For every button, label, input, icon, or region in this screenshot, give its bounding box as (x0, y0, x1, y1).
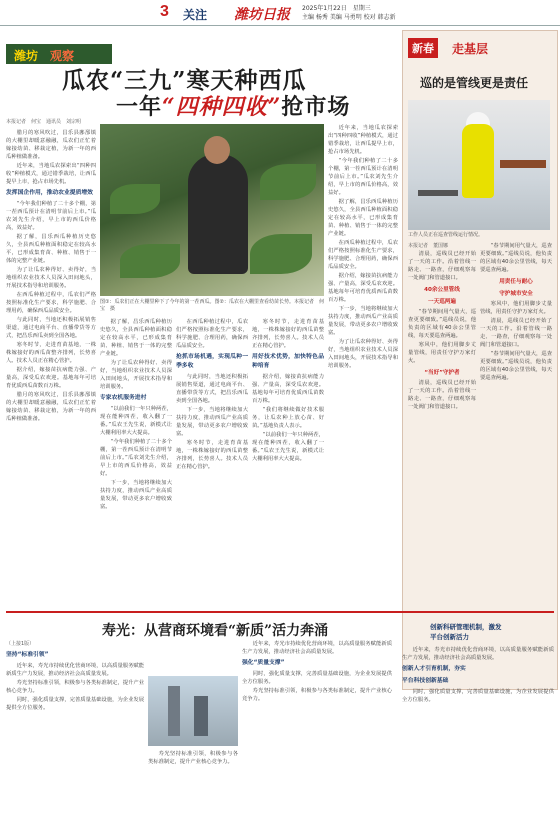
paragraph: 据了解，昌乐西瓜种植历史悠久，全县西瓜种植面积稳定在较高水平，已形成集育苗、种植、销售于一体的完整产业链。 (6, 234, 96, 264)
section-divider (6, 611, 554, 613)
paragraph: 与此同时，当地还积极拓展销售渠道，通过电商平台、直播带货等方式，把昌乐西瓜卖到全国各地。 (6, 317, 96, 339)
feature-subhead: 发挥国企作用，推动农业提质增效 (6, 190, 93, 196)
paragraph: “今年我们种植了二十多个棚，第一茬西瓜预计在清明节前后上市。”瓜农刘先生介绍，早上市的西瓜价格高，效益好。 (100, 439, 172, 477)
sidebar-headline: 巡的是管线更是责任 (420, 76, 529, 90)
section-label: 关注 (183, 8, 208, 22)
photo-leaf (110, 184, 160, 214)
paragraph: 在西瓜种植过程中，瓜农们严格按照标准化生产要求，科学施肥、合理用药，确保西瓜品质安全。 (328, 240, 398, 270)
sidebar-subhead: 一天巡两遍 (428, 299, 456, 305)
paragraph: 近年来，当地瓜农探索出“四种四收”种植模式，通过错季栽培，让西瓜提早上市，抢占市场先机。 (328, 125, 398, 155)
paragraph: 据介绍，嫁接苗抗病能力强、产量高，深受瓜农欢迎。基地每年可培育优质西瓜苗数百万株。 (6, 367, 96, 389)
photo-leaf (120, 244, 180, 278)
paragraph: 据了解，昌乐西瓜种植历史悠久，全县西瓜种植面积稳定在较高水平，已形成集育苗、种植、销售于一体的完整产业链。 (100, 319, 172, 357)
new-year-badge (408, 36, 528, 58)
feature-photo-caption: 图①：瓜农们正在大棚里种下了今年的第一茬西瓜。图②：瓜农在大棚里查看幼苗长势。本报记者 何宝 摄 (100, 299, 324, 312)
pipe-shape (418, 190, 458, 196)
feature-byline: 本报记者 何宝 通讯员 刘宗明 (6, 119, 82, 125)
feature-column-4 (252, 318, 324, 606)
feature-subhead: 专家农机服务进村 (100, 395, 147, 401)
paragraph: 寿光坚持标准引领，积极参与各类标准制定，提升产业核心竞争力。 (6, 680, 144, 694)
bottom-column-4 (402, 646, 554, 812)
paragraph: 据介绍，嫁接苗抗病能力强、产量高，深受瓜农欢迎。基地每年可培育优质西瓜苗数百万株。 (252, 374, 324, 404)
feature-subhead: 用好技术优势，加快特色品种培育 (252, 354, 324, 369)
paragraph: 寒冬时节，走进育苗基地，一株株嫁接好的西瓜苗整齐排列，长势喜人。技术人员正在精心管护。 (176, 440, 248, 470)
feature-column-1 (6, 118, 96, 606)
feature-column-2 (100, 318, 172, 606)
sidebar-column-2 (480, 242, 552, 606)
date-line: 2025年1月22日 星期三 (302, 5, 371, 12)
paragraph: 下一步，当地将继续加大扶持力度，推动西瓜产业高质量发展，带动更多农户增收致富。 (176, 407, 248, 437)
headline-line2-post: 抢市场 (281, 94, 351, 120)
paragraph: 据了解，昌乐西瓜种植历史悠久，全县西瓜种植面积稳定在较高水平，已形成集育苗、种植、销售于一体的完整产业链。 (328, 199, 398, 237)
masthead (0, 0, 560, 26)
bottom-column-1 (6, 640, 144, 812)
paragraph: 据介绍，嫁接苗抗病能力强、产量高，深受瓜农欢迎。基地每年可培育优质西瓜苗数百万株。 (328, 273, 398, 303)
sidebar-column-1 (408, 242, 476, 606)
sidebar-subhead: 40余公里管线 (424, 287, 460, 293)
paragraph: “春节期间用气量大，巡查更要细致。”巡线员说，他负责的区域有40余公里管线，每天要巡查两遍。 (480, 243, 552, 273)
sidebar-byline: 本报记者 董国娜 (408, 243, 449, 249)
factory-stack (168, 686, 180, 736)
feature-badge (6, 44, 112, 64)
feature-badge-part1: 潍坊 (14, 49, 39, 63)
paragraph: 清晨，巡线员已经开始了一天的工作。沿着管线一路走、一路查，仔细观察每一处阀门和管道接口。 (480, 318, 552, 348)
paragraph: 腊月的寒风吹过，昌乐县鄌郚镇的大棚里却暖意融融，瓜农们正忙着嫁接幼苗、移栽定植，为新一年的西瓜种植做准备。 (6, 130, 96, 160)
bottom-tag: （上接1版） (6, 641, 35, 647)
photo-leaf (260, 164, 316, 200)
paragraph: 寿光坚持标准引领，积极参与各类标准制定，提升产业核心竞争力。 (242, 688, 392, 702)
feature-column-5 (328, 124, 398, 606)
headline-line2-accent: “四种四收” (162, 94, 282, 120)
editors-line: 主编 杨秀 美编 马勇明 校对 韩志新 (302, 14, 396, 21)
paragraph: 同时，强化质量支撑，完善质量基础设施，为企业发展提供全方位服务。 (402, 689, 554, 703)
sidebar-subhead: 用责任与耐心 (499, 279, 533, 285)
worker-figure (462, 124, 494, 198)
paragraph: “以前我们一年只种两茬，现在能种四茬，收入翻了一番。”瓜农王先生说，新模式让大棚利用率大大提高。 (100, 406, 172, 436)
paragraph: 在西瓜种植过程中，瓜农们严格按照标准化生产要求，科学施肥、合理用药，确保西瓜品质安全。 (176, 319, 248, 349)
paragraph: 近年来，寿光市持续优化营商环境，以高质量服务赋能新质生产力发展，推动经济社会高质量发展。 (6, 663, 144, 677)
bottom-right-title (430, 622, 502, 642)
bottom-right-title-line1: 创新科研管理机制，激发 (430, 623, 502, 631)
paragraph: 清晨，巡线员已经开始了一天的工作。沿着管线一路走、一路查，仔细观察每一处阀门和管道接口。 (408, 251, 476, 281)
bottom-right-title-line2: 平台创新活力 (430, 633, 469, 641)
photo-person (188, 154, 248, 274)
sidebar-photo (408, 100, 550, 230)
paragraph: 寿光坚持标准引领，积极参与各类标准制定，提升产业核心竞争力。 (148, 751, 238, 765)
factory-stack (194, 696, 208, 736)
paragraph: “以前我们一年只种两茬，现在能种四茬，收入翻了一番。”瓜农王先生说，新模式让大棚利用率大大提高。 (252, 432, 324, 462)
paragraph: “今年我们种植了二十多个棚，第一茬西瓜预计在清明节前后上市。”瓜农刘先生介绍，早上市的西瓜价格高，效益好。 (328, 158, 398, 196)
feature-badge-part2: 观察 (50, 49, 75, 63)
paragraph: “我们将继续做好技术服务，让瓜农种上放心苗、好苗。”基地负责人表示。 (252, 407, 324, 429)
paragraph: “春节期间用气量大，巡查更要细致。”巡线员说，他负责的区域有40余公里管线，每天要巡查两遍。 (408, 309, 476, 339)
bottom-photo (148, 676, 238, 746)
paper-name-logo: 潍坊日报 (234, 7, 290, 23)
feature-photo (100, 124, 324, 296)
photo-person-head (204, 136, 230, 164)
photo-leaf (250, 234, 312, 274)
paragraph: 寒风中，他们用脚步丈量管线，用责任守护万家灯火。 (408, 342, 476, 364)
paragraph: 寒冬时节，走进育苗基地，一株株嫁接好的西瓜苗整齐排列，长势喜人。技术人员正在精心管护。 (252, 319, 324, 349)
paragraph: 与此同时，当地还积极拓展销售渠道，通过电商平台、直播带货等方式，把昌乐西瓜卖到全国各地。 (176, 374, 248, 404)
paragraph: 同时，强化质量支撑，完善质量基础设施，为企业发展提供全方位服务。 (6, 697, 144, 711)
paragraph: 寒风中，他们用脚步丈量管线，用责任守护万家灯火。 (480, 301, 552, 315)
sidebar-subhead: 守护城市安全 (499, 291, 533, 297)
bottom-subhead: 坚持“标准引领” (6, 652, 49, 658)
sidebar-subhead: “当好”守护者 (424, 370, 460, 376)
paragraph: 同时，强化质量支撑，完善质量基础设施，为企业发展提供全方位服务。 (242, 671, 392, 685)
paragraph: 下一步，当地将继续加大扶持力度，推动西瓜产业高质量发展，带动更多农户增收致富。 (100, 480, 172, 510)
new-year-badge-label: 新春 (408, 38, 438, 58)
bottom-column-2 (148, 750, 238, 812)
feature-headline-line1: 瓜农“三九”寒天种西瓜 (62, 67, 307, 94)
paragraph: 下一步，当地将继续加大扶持力度，推动西瓜产业高质量发展，带动更多农户增收致富。 (328, 306, 398, 336)
paragraph: 在西瓜种植过程中，瓜农们严格按照标准化生产要求，科学施肥、合理用药，确保西瓜品质安全。 (6, 292, 96, 314)
paragraph: 近年来，当地瓜农探索出“四种四收”种植模式，通过错季栽培，让西瓜提早上市，抢占市场先机。 (6, 163, 96, 185)
paragraph: “今年我们种植了二十多个棚，第一茬西瓜预计在清明节前后上市。”瓜农刘先生介绍，早上市的西瓜价格高，效益好。 (6, 201, 96, 231)
paragraph: 为了让瓜农种得好、卖得好，当地组织农业技术人员深入田间地头，开展技术指导和培训服务。 (100, 360, 172, 390)
paragraph: 腊月的寒风吹过，昌乐县鄌郚镇的大棚里却暖意融融，瓜农们正忙着嫁接幼苗、移栽定植，为新一年的西瓜种植做准备。 (6, 392, 96, 422)
feature-subhead: 抢抓市场机遇，实现瓜种一季多收 (176, 354, 248, 369)
bottom-subhead: 创新人才引育机制，夯实 (402, 666, 466, 672)
bottom-headline: 寿光：从营商环境看“新质”活力奔涌 (102, 623, 329, 639)
paragraph: 为了让瓜农种得好、卖得好，当地组织农业技术人员深入田间地头，开展技术指导和培训服务。 (328, 339, 398, 369)
paragraph: “春节期间用气量大，巡查更要细致。”巡线员说，他负责的区域有40余公里管线，每天要巡查两遍。 (480, 351, 552, 381)
bottom-column-3 (242, 640, 392, 812)
sidebar-photo-caption: 工作人员正在巡查管线运行情况。 (408, 232, 484, 238)
headline-line2-pre: 一年 (116, 94, 163, 120)
page-number: 3 (160, 3, 169, 20)
bottom-subhead: 平台科技创新基础 (402, 678, 449, 684)
feature-headline-line2 (116, 90, 350, 121)
new-year-badge-title: 走基层 (452, 42, 489, 56)
paragraph: 寒冬时节，走进育苗基地，一株株嫁接好的西瓜苗整齐排列，长势喜人。技术人员正在精心管护。 (6, 342, 96, 364)
bottom-subhead: 强化“质量支撑” (242, 660, 285, 666)
pipe-shape (500, 160, 546, 168)
paragraph: 近年来，寿光市持续优化营商环境，以高质量服务赋能新质生产力发展，推动经济社会高质量发展。 (402, 647, 554, 661)
feature-column-3 (176, 318, 248, 606)
paragraph: 清晨，巡线员已经开始了一天的工作。沿着管线一路走、一路查，仔细观察每一处阀门和管道接口。 (408, 380, 476, 410)
paragraph: 为了让瓜农种得好、卖得好，当地组织农业技术人员深入田间地头，开展技术指导和培训服务。 (6, 267, 96, 289)
paragraph: 近年来，寿光市持续优化营商环境，以高质量服务赋能新质生产力发展，推动经济社会高质量发展。 (242, 641, 392, 655)
